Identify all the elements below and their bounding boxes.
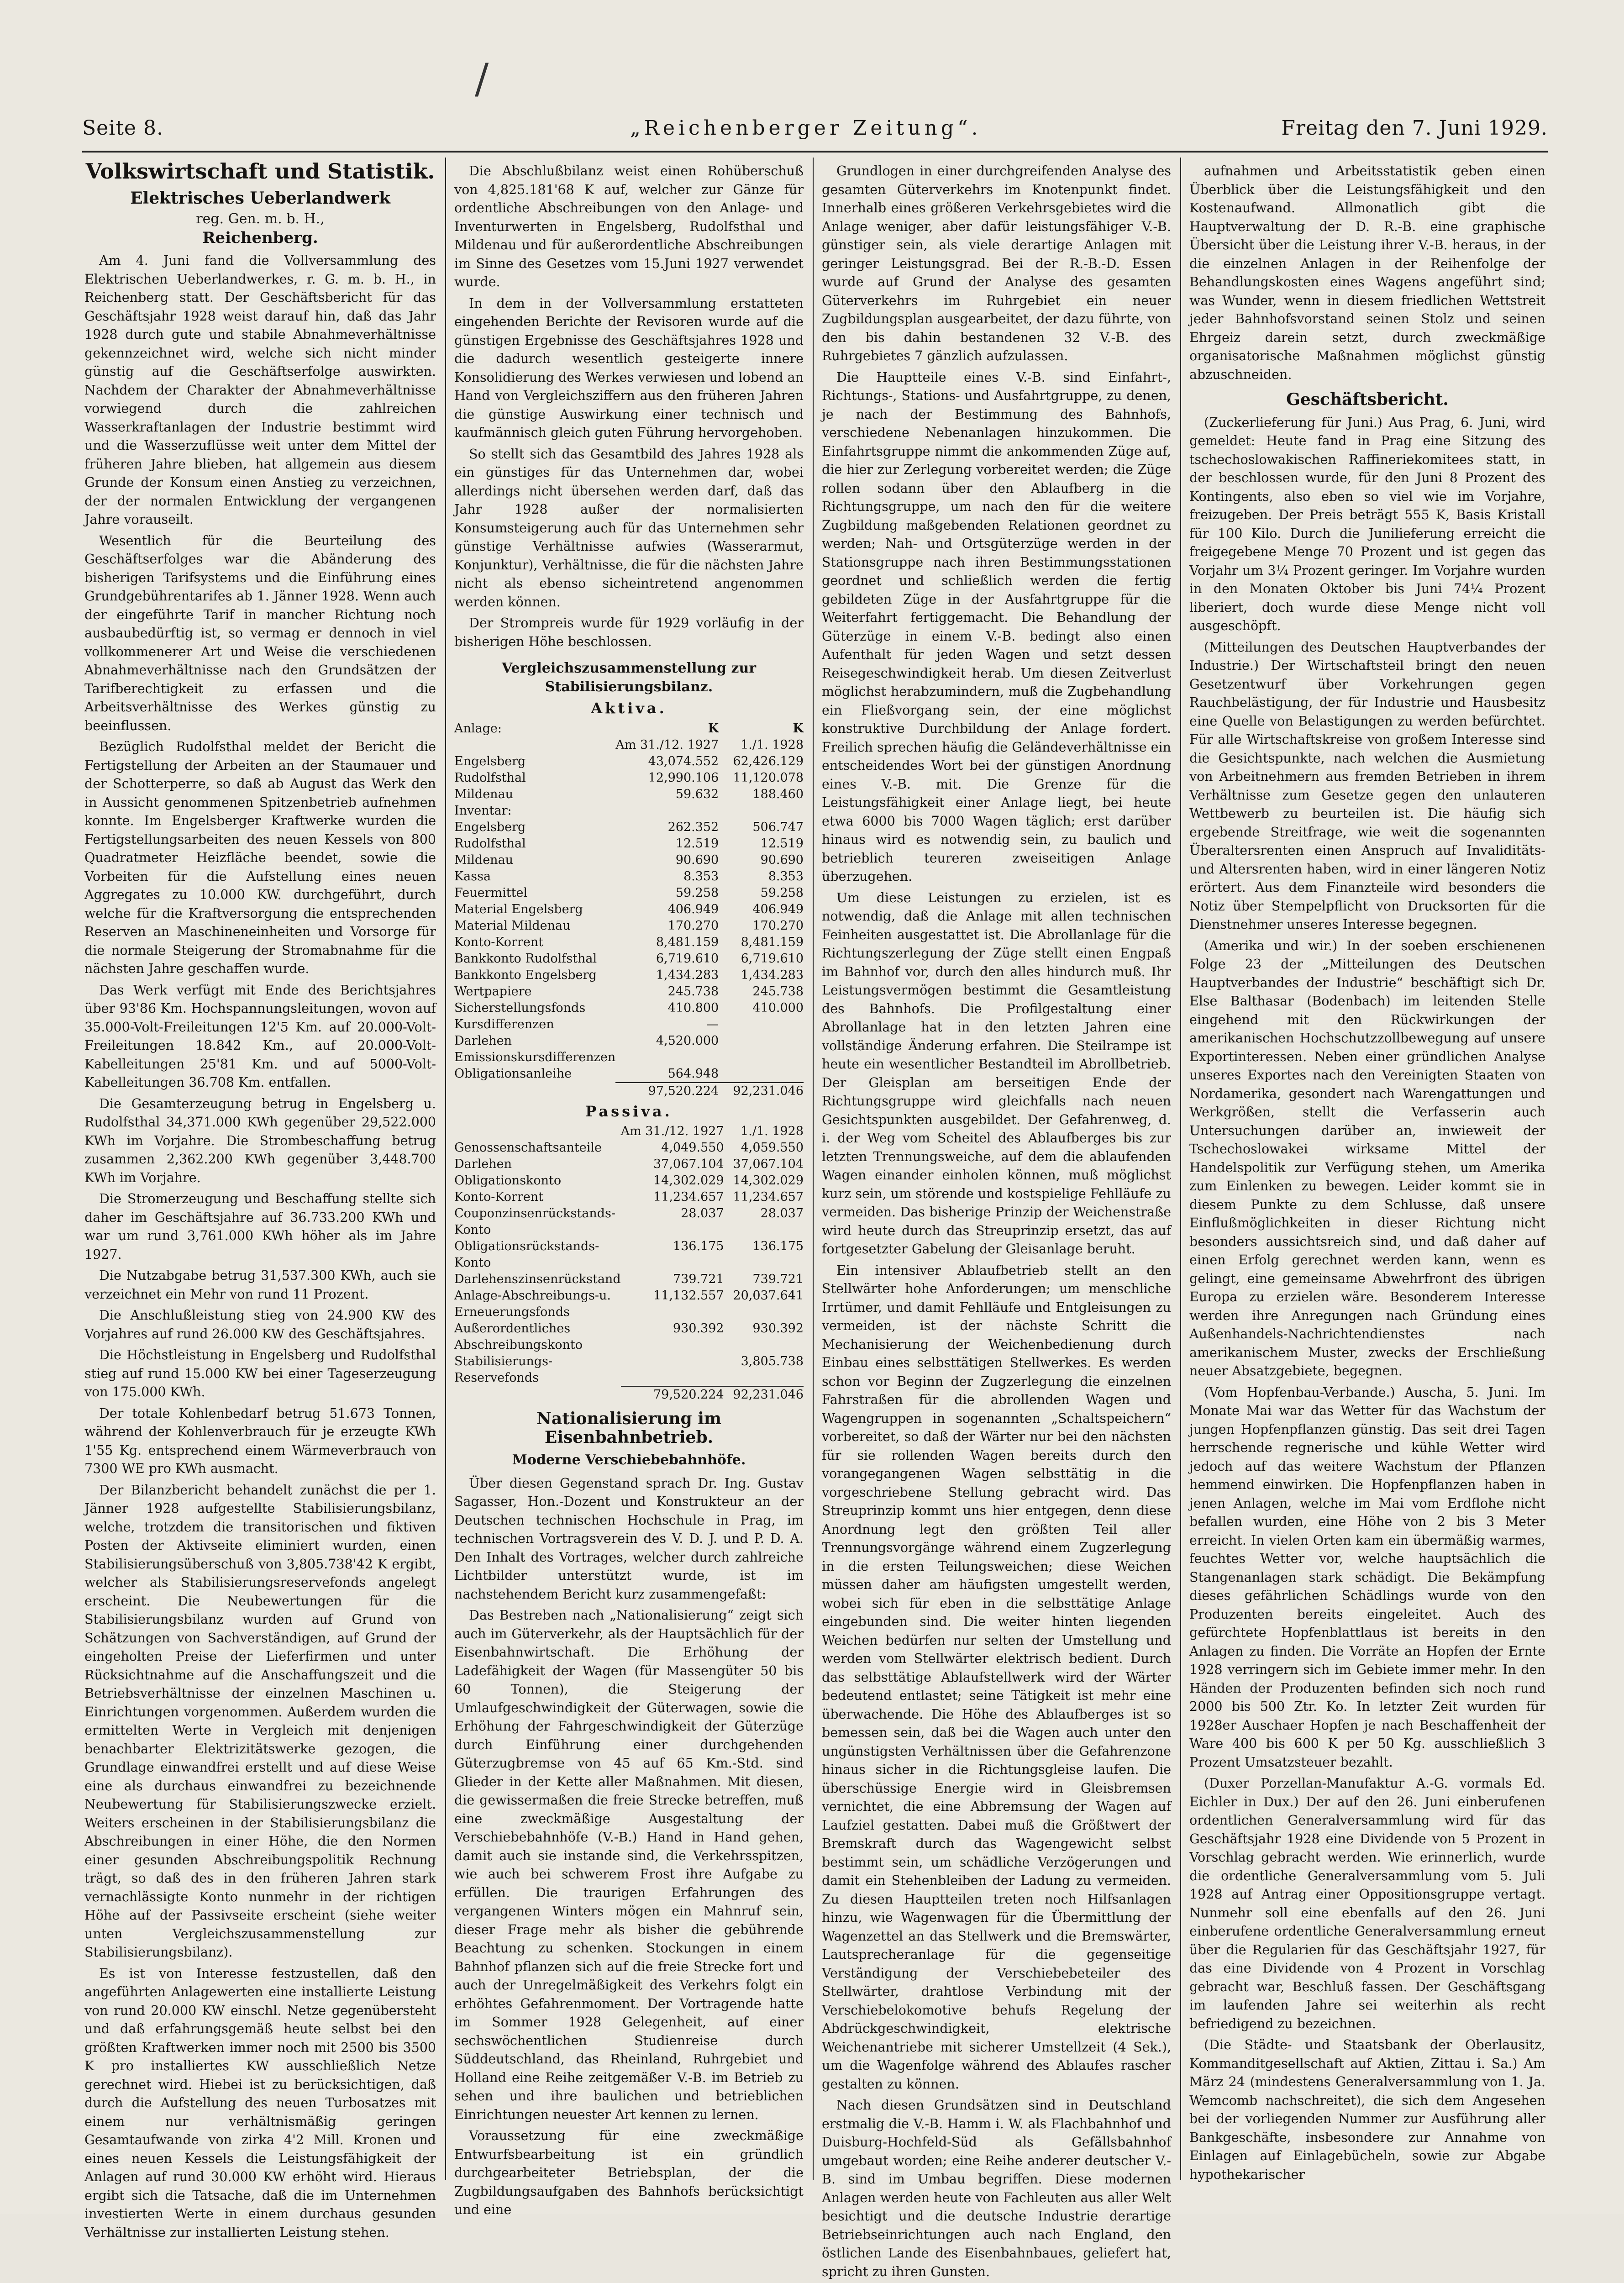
row-value: 14,302.029 (733, 1173, 804, 1188)
paragraph: Der totale Kohlenbedarf betrug 51.673 Tonnen, während der Kohlenverbrauch für je erzeugte KWh 1'55 Kg. entsprechend einem Wärmeverbrauch von 7300 WE pro KWh ausmacht. (84, 1405, 436, 1476)
row-value: 930.392 (673, 1321, 724, 1336)
paragraph: In dem in der Vollversammlung erstatteten eingehenden Berichte der Revisoren wurde auf die günstigen Ergebnisse des Geschäftsjahres 1928 und die dadurch wesentlich gesteigerte innere Konsolidierung des Werkes verwiesen und lobend an Hand von Vergleichsziffern aus den früheren Jahren die günstige Auswirkung einer technisch und kaufmännisch gleich guten Führung hervorgehoben. (454, 295, 804, 440)
passiva-total-1927: 79,520.224 (621, 1386, 724, 1403)
row-value: 739.721 (673, 1272, 724, 1286)
section-title: Volkswirtschaft und Statistik. (85, 159, 435, 184)
row-value: 28.037 (760, 1206, 804, 1220)
row-label: Konto-Korrent (454, 1190, 544, 1204)
row-value: 90.690 (760, 852, 804, 867)
row-value: 262.352 (667, 820, 719, 834)
row-value: 406.949 (752, 902, 804, 916)
row-label: Mildenau (454, 787, 514, 801)
row-value: 739.721 (752, 1272, 804, 1286)
stray-mark: / (475, 55, 489, 103)
row-value (615, 803, 719, 819)
table-row (454, 1205, 804, 1238)
row-value: 37,067.104 (653, 1157, 724, 1171)
column-header-1928: 1./1. 1928 (741, 1124, 804, 1138)
table-title: Vergleichszusammenstellung zur Stabilisierungsbilanz. (501, 660, 757, 695)
row-value: 170.270 (752, 918, 804, 933)
row-value: 406.949 (667, 902, 719, 916)
issue-date: Freitag den 7. Juni 1929. (1281, 116, 1548, 140)
section-title: Geschäftsbericht. (1286, 390, 1449, 409)
aktiva-heading: Aktiva. (591, 700, 667, 717)
row-value: 930.392 (752, 1321, 804, 1336)
table-row (454, 1173, 804, 1189)
paragraph: Ein intensiver Ablaufbetrieb stellt an den Stellwärter hohe Anforderungen; um menschliche Irrtümer, und damit Fehlläufe und Entgleisungen zu vermeiden, ist der nächste Schritt die Mechanisierung der Weichenbedienung durch Einbau eines selbsttätigen Stellwerkes. Es werden schon vor Beginn der Zugzerlegung die einzelnen Fahrstraßen für die abrollenden Wagen und Wagengruppen in sogenannten „Schaltspeichern“ vorbereitet, so daß der Wärter nur bei den nächsten für sie rollenden Wagen bereits durch den vorangegangenen Wagen selbsttätig in die vorgeschriebene Stellung gebracht wird. Das Streuprinzip kommt uns hier entgegen, denn diese Anordnung legt den größten Teil aller Trennungsvorgänge während einem Zugzerlegung in die ersten Teilungsweichen; diese Weichen müssen daher am häufigsten umgestellt werden, wobei sich für eben in die selbsttätige Anlage eingebunden sind. Die weiter hinten liegenden Weichen bedürfen nur selten der Umstellung und werden vom Stellwärter elektrisch bedient. Durch das selbsttätige Ablaufstellwerk wird der Wärter bedeutend entlastet; seine Tätigkeit ist mehr eine überwachende. Die Höhe des Ablaufberges ist so bemessen sein, daß bei die Wagen auch unter den ungünstigsten Verhältnissen über die Gefahrenzone hinaus sicher in die Richtungsgleise laufen. Die überschüssige Energie wird in Gleisbremsen vernichtet, die eine Abbremsung der Wagen auf Laufziel gestatten. Dabei muß die Größtwert der Bremskraft durch das Wagengewicht selbst bestimmt sein, um schädliche Verzögerungen und damit ein Stehenbleiben der Ladung zu vermeiden. Zu diesen Hauptteilen treten noch Hilfsanlagen hinzu, wie Wagenwagen für die Übermittlung der Wagenzettel an das Stellwerk und die Bremswärter, Lautsprecheranlage für die gegenseitige Verständigung der Verschiebebeteiler des Stellwärter, drahtlose Verbindung mit der Verschiebelokomotive behufs Regelung der Abdrückgeschwindigkeit, elektrische Weichenantriebe mit sicherer Umstellzeit (4 Sek.), um die Wagenfolge während des Ablaufes rascher gestalten zu können. (822, 1262, 1171, 2092)
paragraph: Um diese Leistungen zu erzielen, ist es notwendig, daß die Anlage mit allen technischen Feinheiten ausgestattet ist. Die Abrollanlage für die Richtungszerlegung der Züge stellt einen Engpaß im Bahnhof vor, durch den alles hindurch muß. Ihr Leistungsvermögen bestimmt die Gesamtleistung des Bahnhofs. Die Profilgestaltung einer Abrollanlage hat in den letzten Jahren eine vollständige Änderung erfahren. Die Steilrampe ist heute ein wesentlicher Bestandteil im Abrollbetrieb. Der Gleisplan am berseitigen Ende der Richtungsgruppe wird gleichfalls nach neuen Gesichtspunkten ausgebildet. Der Gefahrenweg, d. i. der Weg vom Scheitel des Ablaufberges bis zur letzten Trennungsweiche, auf dem die ablaufenden Wagen einander einholen können, muß möglichst kurz sein, um störende und kostspielige Fehlläufe zu vermeiden. Das bisherige Prinzip der Weichenstraße wird heute durch das Streuprinzip ersetzt, das auf fortgesetzter Gabelung der Gleisanlage beruht. (822, 890, 1171, 1257)
column-4 (1189, 162, 1545, 2180)
paragraph: (Zuckerlieferung für Juni.) Aus Prag, 6. Juni, wird gemeldet: Heute fand in Prag eine Sitzung des tschechoslowakischen Raffineriekomitees statt, in der beschlossen wurde, für den Juni 8 Prozent des Kontingents, also eben so viel wie im Vorjahre, freizugeben. Der Preis beträgt 555 K, Basis Kristall für 100 Kilo. Durch die Junilieferung erreicht die freigegebene Menge 70 Prozent und ist gegen das Vorjahr um 3¼ Prozent geringer. Im Vorjahre wurden in den Monaten Oktober bis Juni 74¼ Prozent liberiert, doch wurde diese Menge nicht voll ausgeschöpft. (1189, 415, 1545, 633)
table-row (454, 1189, 804, 1205)
row-value: 37,067.104 (733, 1157, 804, 1171)
row-value: 6,719.610 (656, 951, 719, 966)
currency-label: K (708, 721, 719, 736)
row-value: 4,049.550 (661, 1141, 724, 1155)
paragraph: Die Hauptteile eines V.-B. sind Einfahrt-, Richtungs-, Stations- und Ausfahrtgruppe, zu denen, je nach der Bestimmung des Bahnhofs, verschiedene Nebenanlagen hinzukommen. Die Einfahrtsgruppe nimmt die ankommenden Züge auf, die hier zur Zerlegung vorbereitet werden; die Züge rollen sodann über den Ablaufberg in die Richtungsgruppe, um nach den für die weitere Zugbildung maßgebenden Relationen geordnet zu werden; Nah- und Ortsgüterzüge werden in der Stationsgruppe nach ihren Bestimmungsstationen geordnet und schließlich werden die fertig gebildeten Züge in der Ausfahrtgruppe für die Weiterfahrt fertiggemacht. Die Behandlung der Güterzüge in einem V.-B. bedingt also einen Aufenthalt für jeden Wagen und setzt dessen Reisegeschwindigkeit herab. Um diesen Zeitverlust möglichst herabzumindern, muß die Zugbehandlung ein Fließvorgang sein, der eine möglichst konstruktive Durchbildung der Anlage fordert. Freilich sprechen häufig die Geländeverhältnisse ein entscheidendes Wort bei der günstigen Anordnung eines V.-B. mit. Die Grenze für die Leistungsfähigkeit einer Anlage liegt, bei heute etwa 6000 bis 7000 Wagen täglich; erst darüber hinaus wird es notwendig sein, zu baulich und betrieblich teureren zweiseitigen Anlage überzugehen. (822, 369, 1171, 884)
table-row (454, 819, 804, 836)
row-value (621, 1353, 724, 1386)
row-label: Darlehen (454, 1033, 512, 1048)
row-label: Engelsberg (454, 820, 526, 834)
row-label: Sicherstellungsfonds (454, 1000, 586, 1015)
row-label: Anlage-Abschreibungs-u. Erneuerungsfonds (454, 1289, 611, 1319)
row-label: Bankkonto Engelsberg (454, 968, 597, 982)
table-row (454, 770, 804, 786)
row-label: Mildenau (454, 852, 514, 867)
row-label: Kursdifferenzen (454, 1017, 554, 1031)
row-value: 1,434.283 (741, 968, 804, 982)
row-label: Material Mildenau (454, 918, 571, 933)
paragraph: Grundlogen in einer durchgreifenden Analyse des gesamten Güterverkehrs im Knotenpunkt findet. Innerhalb eines größeren Verkehrsgebietes wird die Anlage weniger, aber dafür leistungsfähiger V.-B. günstiger sein, als viele derartige Anlagen mit geringer Leistungsgrad. Bei der R.-B.-D. Essen wurde auf Grund der Analyse des gesamten Güterverkehrs im Ruhrgebiet ein neuer Zugbildungsplan ausgearbeitet, der dazu führte, von den bis dahin bestandenen 32 V.-B. des Ruhrgebietes 7 gänzlich aufzulassen. (822, 163, 1171, 363)
row-value: 12,990.106 (648, 770, 719, 785)
article-title: Elektrisches Ueberlandwerk (130, 188, 390, 208)
aktiva-table (454, 721, 804, 1099)
table-row (454, 836, 804, 852)
row-label: Konto-Korrent (454, 935, 544, 949)
row-value: 62,426.129 (733, 754, 804, 768)
paragraph: Die Nutzabgabe betrug 31,537.300 KWh, auch sie verzeichnet ein Mehr von rund 11 Prozent. (84, 1268, 436, 1302)
row-value: 136.175 (673, 1239, 724, 1253)
paragraph: Nach diesen Grundsätzen sind in Deutschland erstmalig die V.-B. Hamm i. W. als Flachbahnhof und Duisburg-Hochfeld-Süd als Gefällsbahnhof umgebaut worden; eine Reihe anderer deutscher V.-B. sind im Umbau begriffen. Diese modernen Anlagen werden heute von Fachleuten aus aller Welt besichtigt und die deutsche Industrie derartige Betriebseinrichtungen auch nach England, den östlichen Lande des Eisenbahnbaues, geliefert hat, spricht zu ihren Gunsten. (822, 2098, 1171, 2279)
row-value (719, 1033, 804, 1049)
row-value: 12.519 (760, 836, 804, 851)
row-value: 245.738 (752, 984, 804, 999)
row-label: Außerordentliches Abschreibungskonto (454, 1321, 583, 1352)
row-value: 6,719.610 (741, 951, 804, 966)
table-row (454, 984, 804, 1000)
table-row (454, 951, 804, 967)
paragraph: (Vom Hopfenbau-Verbande.) Auscha, 5. Juni. Im Monate Mai war das Wetter für das Wachstum der jungen Hopfenpflanzen günstig. Das seit drei Tagen herrschende regnerische und kühle Wetter wird jedoch auf das weitere Wachstum der Pflanzen hemmend einwirken. Die Hopfenpflanzen haben in jenen Anlagen, welche im Mai vom Erdflohe nicht befallen wurden, eine Höhe von 2 bis 3 Meter erreicht. In vielen Orten kam ein übermäßig warmes, feuchtes Wetter vor, welche hauptsächlich die Stangenanlagen stark schädigt. Die Bekämpfung dieses gefährlichen Schädlings wurde von den Produzenten bereits eingeleitet. Auch des gefürchtete Hopfenblattlaus ist bereits in den Anlagen zu finden. Die Vorräte an Hopfen der Ernte 1928 verringern sich im Gebiete immer mehr. In den Händen der Produzenten befinden sich noch rund 2000 bis 500 Ztr. Ko. In letzter Zeit wurden für 1928er Auschaer Hopfen je nach Beschaffenheit der Ware 400 bis 600 K per 50 Kg. ausschließlich 3 Prozent Umsatzsteuer bezahlt. (1189, 1384, 1545, 1770)
aktiva-rows (454, 753, 804, 1083)
anlage-label: Anlage: (454, 721, 502, 736)
row-label: Wertpapiere (454, 984, 532, 999)
row-label: Material Engelsberg (454, 902, 583, 916)
aktiva-total-row (454, 1083, 804, 1099)
row-label: Rudolfsthal (454, 770, 526, 785)
table-row (454, 852, 804, 868)
row-value: 11,234.657 (653, 1190, 724, 1204)
row-value: 12.519 (675, 836, 719, 851)
row-label: Engelsberg (454, 754, 526, 768)
row-label: Inventar: (454, 803, 512, 818)
row-value: 170.270 (667, 918, 719, 933)
paragraph: Bezüglich Rudolfsthal meldet der Bericht die Fertigstellung der Arbeiten an der Staumauer und der Schotterperre, so daß ab August das Werk den in Aussicht genommenen Spitzenbetrieb aufnehmen konnte. Im Engelsberger Kraftwerke wurden die Fertigstellungsarbeiten des neuen Kessels von 800 Quadratmeter Heizfläche beendet, sowie die Vorbeiten für die Aufstellung eines neuen Aggregates zu 10.000 KW. durchgeführt, durch welche für die Kraftversorgung die entsprechenden Reserven an Maschineneinheiten und Vorsorge für die normale Steigerung der Stromabnahme für die nächsten Jahre geschaffen wurde. (84, 739, 436, 976)
passiva-rows (454, 1140, 804, 1386)
row-value: 245.738 (667, 984, 719, 999)
article-subtitle: reg. Gen. m. b. H., (196, 211, 325, 227)
passiva-total-row (454, 1386, 804, 1403)
table-row (454, 918, 804, 934)
row-value: 1,434.283 (656, 968, 719, 982)
row-label: Rudolfsthal (454, 836, 526, 851)
table-row (454, 1016, 804, 1033)
row-value (719, 1049, 804, 1066)
table-row (454, 1238, 804, 1271)
paragraph: Das Werk verfügt mit Ende des Berichtsjahres über 93'86 Km. Hochspannungsleitungen, wovon auf 35.000-Volt-Freileitungen 12'5 Km. auf 20.000-Volt-Freileitungen 18.842 Km., auf 20.000-Volt-Kabelleitungen 25'81 Km. und auf 5000-Volt-Kabelleitungen 36.708 Km. entfallen. (84, 982, 436, 1090)
table-row (454, 1271, 804, 1288)
table-row (454, 967, 804, 984)
row-value: 3,805.738 (741, 1354, 804, 1368)
row-value: 90.690 (675, 852, 719, 867)
table-row (454, 1049, 804, 1066)
row-value: 11,132.557 (653, 1289, 724, 1303)
paragraph: Es ist von Interesse festzustellen, daß den angeführten Anlagewerten eine installierte Leistung von rund 20.000 KW einschl. Netze gegenübersteht und daß erfahrungsgemäß heute selbst bei den größten Kraftwerken immer noch mit 2500 bis 3500 K pro installiertes KW ausschließlich Netze gerechnet wird. Hiebei ist zu berücksichtigen, daß durch die Aufstellung des neuen Turbosatzes mit einem nur verhältnismäßig geringen Gesamtaufwande von zirka 4'2 Mill. Kronen und eines neuen Kessels die Leistungsfähigkeit der Anlagen auf rund 30.000 KW erhöht wird. Hieraus ergibt sich die Tatsache, daß die im Unternehmen investierten Werte in einem durchaus gesunden Verhältnisse zur installierten Leistung stehen. (84, 1966, 436, 2240)
paragraph: Voraussetzung für eine zweckmäßige Entwurfsbearbeitung ist ein gründlich durchgearbeiteter Betriebsplan, der die Zugbildungsaufgaben des Bahnhofs berücksichtigt und eine (454, 2128, 804, 2217)
masthead: „Reichenberger Zeitung“. (630, 116, 982, 140)
table-row (454, 1140, 804, 1156)
row-label: Obligationsrückstands-Konto (454, 1239, 599, 1270)
page-number: Seite 8. (82, 116, 163, 140)
aktiva-total-1927: 97,520.224 (615, 1083, 719, 1099)
currency-label: K (793, 721, 804, 736)
row-value: 8.353 (768, 869, 804, 884)
passiva-heading: Passiva. (585, 1102, 673, 1120)
paragraph: Die Stromerzeugung und Beschaffung stellte sich daher im Geschäftsjahre auf 36.733.200 KWh und war um rund 3,761.000 KWh höher als im Jahre 1927. (84, 1191, 436, 1262)
table-row (454, 901, 804, 918)
table-row (454, 1066, 804, 1083)
table-row (454, 1353, 804, 1386)
row-value (719, 803, 804, 819)
row-label: Obligationsanleihe (454, 1066, 572, 1081)
column-header-1928: 1./1. 1928 (741, 737, 804, 752)
row-value: 11,120.078 (733, 770, 804, 785)
row-label: Emissionskursdifferenzen (454, 1050, 616, 1064)
table-row (454, 1000, 804, 1016)
row-value: 188.460 (752, 787, 804, 801)
column-divider-2 (813, 158, 814, 2180)
row-value: 11,234.657 (733, 1190, 804, 1204)
paragraph: Die Anschlußleistung stieg von 24.900 KW des Vorjahres auf rund 26.000 KW des Geschäftsjahres. (84, 1308, 436, 1341)
passiva-table (454, 1123, 804, 1403)
paragraph: (Amerika und wir.) In der soeben erschienenen Folge 23 der „Mitteilungen des Deutschen Hauptverbandes der Industrie“ beschäftigt sich Dr. Else Balthasar (Bodenbach) im leitenden Stelle eingehend mit den Rückwirkungen der amerikanischen Hochschutzzollbewegung auf unsere Exportinteressen. Neben einer gründlichen Analyse unseres Exportes nach den Vereinigten Staaten von Nordamerika, gesondert nach Warengattungen und Werkgrößen, stellt die Verfasserin auch Untersuchungen darüber an, inwieweit der Tschechoslowakei wirksame Mittel der Handelspolitik zur Verfügung stehen, um Amerika zum Einlenken zu bewegen. Leider kommt sie in diesem Punkte zu dem Schlusse, daß unsere Einflußmöglichkeiten in dieser Richtung nicht besonders aussichtsreich sind, und daß daher auf einen Erfolg gerechnet werden kann, wenn es gelingt, eine gemeinsame Abwehrfront des übrigen Europa zu erzielen wäre. Besonderem Interesse werden ihre Anregungen nach Gründung eines Außenhandels-Nachrichtendienstes nach amerikanischem Muster, zwecks der Erschließung neuer Absatzgebiete, begegnen. (1189, 938, 1545, 1378)
row-value: 8,481.159 (741, 935, 804, 949)
row-value: 59.632 (675, 787, 719, 801)
row-value: 4,520.000 (656, 1033, 719, 1048)
table-row (454, 1156, 804, 1173)
paragraph: Der Bilanzbericht behandelt zunächst die per 1. Jänner 1928 aufgestellte Stabilisierungsbilanz, welche, trotzdem die transitorischen und fiktiven Posten der Aktivseite eliminiert wurden, einen Stabilisierungsüberschuß von 3,805.738'42 K ergibt, welcher als Stabilisierungsreservefonds angelegt erscheint. Die Neubewertungen für die Stabilisierungsbilanz wurden auf Grund von Schätzungen von Sachverständigen, auf Grund der eingeholten Preise der Lieferfirmen und unter Rücksichtnahme auf die Anschaffungszeit und die Betriebsverhältnisse der einzelnen Maschinen u. Einrichtungen vorgenommen. Außerdem wurden die ermittelten Werte in Vergleich mit denjenigen benachbarter Elektrizitätswerke gezogen, die Grundlage einwandfrei erstellt und auf diese Weise eine als durchaus einwandfrei zu bezeichnende Neubewertung für Stabilisierungszwecke erzielt. Weiters erscheinen in der Stabilisierungsbilanz die Abschreibungen in einer Höhe, die den Normen einer gesunden Abschreibungspolitik Rechnung trägt, so daß des in den früheren Jahren stark vernachlässigte Konto nunmehr in der richtigen Höhe auf der Passivseite erscheint (siehe weiter unten Vergleichszusammenstellung zur Stabilisierungsbilanz). (84, 1482, 436, 1960)
page-header (82, 116, 1548, 148)
column-divider-1 (445, 158, 446, 2180)
row-value: 564.948 (667, 1066, 719, 1081)
row-value: 8.353 (683, 869, 719, 884)
row-value: 14,302.029 (653, 1173, 724, 1188)
passiva-total-1928: 92,231.046 (724, 1386, 804, 1403)
table-row (454, 885, 804, 901)
paragraph: (Die Städte- und Staatsbank der Oberlausitz, Kommanditgesellschaft auf Aktien, Zittau i. Sa.) Am März 24 (mindestens Generalversammlung von 1. Ja. Wemcomb nachschreitet), die sich dem Angesehen bei der vorliegenden Nummer zur Ausführung aller Bankgeschäfte, insbesondere zur Annahme von Einlagen auf Einlagebücheln, sowie zur Abgabe hypothekarischer (1189, 2037, 1545, 2182)
paragraph: So stellt sich das Gesamtbild des Jahres 1928 als ein günstiges für das Unternehmen dar, wobei allerdings nicht übersehen werden darf, daß das Jahr 1928 außer der normalisierten Konsumsteigerung auch für das Unternehmen sehr günstige Verhältnisse aufwies (Wasserarmut, Konjunktur), Verhältnisse, die für die nächsten Jahre nicht als ebenso sicheintretend angenommen werden können. (454, 446, 804, 610)
row-value: 59.258 (760, 885, 804, 900)
paragraph: Über diesen Gegenstand sprach Dr. Ing. Gustav Sagasser, Hon.-Dozent und Konstrukteur an der Deutschen technischen Hochschule in Prag, im technischen Vortragsverein des V. D. J. und P. D. A. Den Inhalt des Vortrages, welcher durch zahlreiche Lichtbilder unterstützt wurde, ist im nachstehendem Bericht kurz zusammengefaßt: (454, 1475, 804, 1602)
row-value: 136.175 (752, 1239, 804, 1253)
paragraph: Wesentlich für die Beurteilung des Geschäftserfolges war die Abänderung des bisherigen Tarifsystems und die Einführung eines Grundgebührentarifes ab 1. Jänner 1928. Wenn auch der eingeführte Tarif in mancher Richtung noch ausbaubedürftig ist, so vermag er dennoch in viel vollkommenerer Art und Weise die verschiedenen Abnahmeverhältnisse nach den Grundsätzen der Tarifberechtigkeit zu erfassen und die Arbeitsverhältnisse des Werkes günstig zu beeinflussen. (84, 533, 436, 733)
column-3 (822, 162, 1171, 2279)
paragraph: Am 4. Juni fand die Vollversammlung des Elektrischen Ueberlandwerkes, r. G. m. b. H., in Reichenberg statt. Der Geschäftsbericht für das Geschäftsjahr 1928 weist darauf hin, daß das Jahr 1928 durch gute und stabile Abnahmeverhältnisse gekennzeichnet wird, welche sich nicht minder günstig auf die Geschäftserfolge auswirkten. Nachdem der Charakter der Abnahmeverhältnisse vorwiegend durch die zahlreichen Wasserkraftanlagen der Industrie bestimmt wird und die Wasserzuflüsse weit unter dem Mittel der früheren Jahre blieben, hat allgemein aus diesem Grunde der Konsum einen Anstieg zu verzeichnen, der der normalen Entwicklung der vergangenen Jahre vorauseilt. (84, 253, 436, 527)
paragraph: Die Höchstleistung in Engelsberg und Rudolfsthal stieg auf rund 15.000 KW bei einer Tageserzeugung von 175.000 KWh. (84, 1347, 436, 1399)
row-label: Bankkonto Rudolfsthal (454, 951, 597, 966)
row-value: 506.747 (752, 820, 804, 834)
table-row (454, 786, 804, 803)
article-place: Reichenberg. (202, 228, 318, 247)
paragraph: (Mitteilungen des Deutschen Hauptverbandes der Industrie.) Der Wirtschaftsteil bringt den neuen Gesetzentwurf über Vorkehrungen gegen Rauchbelästigung, der für Industrie und Hausbesitz eine Quelle von Belastigungen zu werden befürchtet. Für alle Wirtschaftskreise von großem Interesse sind die Gesichtspunkte, nach welchen die Ausmietung von Arbeitnehmern aus fremden Betrieben in ihrem Verhältnisse zum Gesetze gegen den unlauteren Wettbewerb zu beurteilen ist. Die häufig sich ergebende Streitfrage, wie weit die sogenannten Überaltersrenten einen Anspruch auf Invaliditäts- und Altersrenten haben, wird in einer längeren Notiz erörtert. Aus dem Finanzteile wird besonders die Notiz über Stempelpflicht von Drucksorten für die Dienstnehmer unseres Interesse begegnen. (1189, 639, 1545, 932)
row-value: 28.037 (681, 1206, 724, 1220)
row-value (615, 1049, 719, 1066)
row-label: Stabilisierungs-Reservefonds (454, 1354, 553, 1385)
row-label: Darlehen (454, 1157, 512, 1171)
row-value: 410.800 (667, 1000, 719, 1015)
paragraph: Der Strompreis wurde für 1929 vorläufig in der bisherigen Höhe beschlossen. (454, 615, 804, 649)
row-value: 20,037.641 (733, 1289, 804, 1303)
column-header-1927: Am 31./12. 1927 (615, 737, 719, 752)
column-divider-3 (1180, 158, 1181, 2180)
row-value: 4,059.550 (741, 1141, 804, 1155)
row-label: Kassa (454, 869, 491, 884)
article-title: Nationalisierung im Eisenbahnbetrieb. (536, 1409, 722, 1447)
row-value: — (706, 1017, 719, 1031)
column-header-1927: Am 31./12. 1927 (620, 1124, 724, 1138)
table-row (454, 753, 804, 770)
table-row (454, 1288, 804, 1320)
aktiva-total-1928: 92,231.046 (719, 1083, 804, 1099)
column-2 (454, 162, 804, 2217)
paragraph: Das Bestreben nach „Nationalisierung“ zeigt sich auch im Güterverkehr, als der Hauptsächlich für der Eisenbahnwirtschaft. Die Erhöhung der Ladefähigkeit der Wagen (für Massengüter 50 bis 60 Tonnen), die Steigerung der Umlaufgeschwindigkeit der Güterwagen, sowie die Erhöhung der Fahrgeschwindigkeit der Güterzüge durch Einführung einer durchgehenden Güterzugbremse von 45 auf 65 Km.-Std. sind Glieder in der Kette aller Maßnahmen. Mit diesen, die gewissermaßen die freie Strecke betreffen, muß eine zweckmäßige Ausgestaltung der Verschiebebahnhöfe (V.-B.) Hand in Hand gehen, damit auch sie instande sind, die Verkehrsspitzen, wie auch bei schwerem Frost ihre Aufgabe zu erfüllen. Die traurigen Erfahrungen des vergangenen Winters mögen ein Mahnruf sein, dieser Frage mehr als bisher die gebührende Beachtung zu schenken. Stockungen in einem Bahnhof pflanzen sich auf die freie Strecke fort und auch der Unregelmäßigkeit des Verkehrs folgt ein erhöhtes Gefahrenmoment. Der Vortragende hatte im Sommer 1928 Gelegenheit, auf einer sechswöchentlichen Studienreise durch Süddeutschland, das Rheinland, Ruhrgebiet und Holland eine Reihe zeitgemäßer V.-B. im Betrieb zu sehen und ihre baulichen und betrieblichen Einrichtungen neuester Art kennen zu lernen. (454, 1608, 804, 2122)
header-rule (82, 151, 1548, 153)
paragraph: (Duxer Porzellan-Manufaktur A.-G. vormals Ed. Eichler in Dux.) Der auf den 26. Juni einberufenen ordentlichen Generalversammlung wird für das Geschäftsjahr 1928 eine Dividende von 5 Prozent in Vorschlag gebracht werden. Wie erinnerlich, wurde die ordentliche Generalversammlung vom 5. Juli 1928 auf Antrag einer Oppositionsgruppe vertagt. Nunmehr soll eine ebenfalls auf den 26. Juni einberufene ordentliche Generalversammlung erneut über die Regularien für das Geschäftsjahr 1927, für das eine Dividende von 4 Prozent in Vorschlag gebracht war, Beschluß fassen. Der Geschäftsgang im laufenden Jahre sei weiterhin als recht befriedigend zu bezeichnen. (1189, 1776, 1545, 2031)
paragraph: aufnahmen und Arbeitsstatistik geben einen Überblick über die Leistungsfähigkeit und den Kostenaufwand. Allmonatlich gibt die Hauptverwaltung der D. R.-B. eine graphische Übersicht über die Leistung ihrer V.-B. heraus, in der die einzelnen Anlagen in der Reihenfolge der Behandlungskosten eines Wagens angeführt sind; was Wunder, wenn in diesem friedlichen Wettstreit jeder Bahnhofsvorstand seinen Stolz und seinen Ehrgeiz darein setzt, durch zweckmäßige organisatorische Maßnahmen möglichst günstig abzuschneiden. (1189, 163, 1545, 382)
column-1 (84, 159, 436, 2240)
paragraph: Die Abschlußbilanz weist einen Rohüberschuß von 4,825.181'68 K auf, welcher zur Gänze für ordentliche Abschreibungen von den Anlage- und Inventurwerten in Engelsberg, Rudolfsthal und Mildenau und für außerordentliche Abschreibungen im Sinne des Gesetzes vom 15.Juni 1927 verwendet wurde. (454, 163, 804, 289)
row-value (719, 1016, 804, 1033)
article-subtitle: Moderne Verschiebebahnhöfe. (512, 1452, 746, 1468)
table-row (454, 934, 804, 951)
row-label: Genossenschaftsanteile (454, 1141, 602, 1155)
row-value (719, 1066, 804, 1083)
table-row (454, 1033, 804, 1049)
row-label: Darlehenszinsenrückstand (454, 1272, 621, 1286)
table-row (454, 803, 804, 819)
row-value: 43,074.552 (648, 754, 719, 768)
row-value: 8,481.159 (656, 935, 719, 949)
table-row (454, 1320, 804, 1353)
paragraph: Die Gesamterzeugung betrug in Engelsberg u. Rudolfsthal 34,371.000 KWh gegenüber 29,522.000 KWh im Vorjahre. Die Strombeschaffung betrug zusammen 2,362.200 KWh gegenüber 3,448.700 KWh im Vorjahre. (84, 1096, 436, 1185)
row-value: 410.000 (752, 1000, 804, 1015)
row-label: Feuermittel (454, 885, 528, 900)
row-label: Obligationskonto (454, 1173, 562, 1188)
row-value: 59.258 (675, 885, 719, 900)
table-row (454, 868, 804, 885)
row-label: Couponzinsenrückstands-Konto (454, 1206, 615, 1237)
